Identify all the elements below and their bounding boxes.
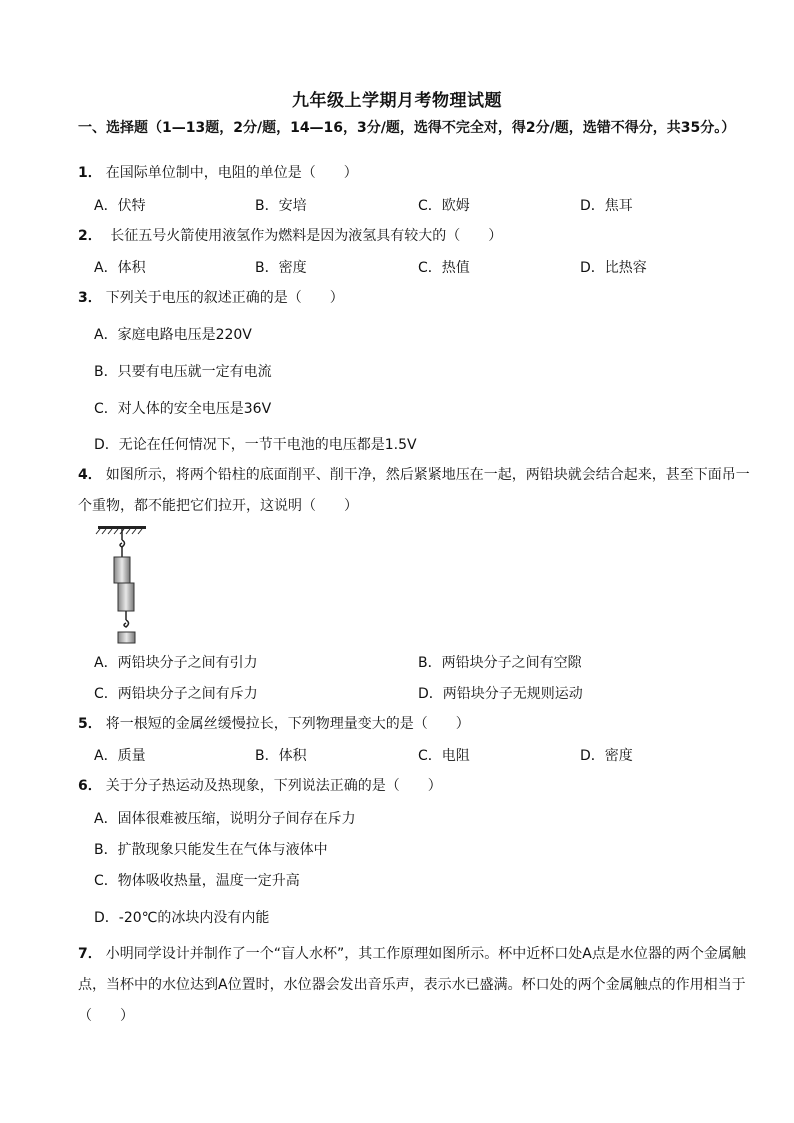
question-5 — [78, 709, 768, 740]
option-c: C．热值 — [418, 260, 470, 276]
question-number: 3． — [78, 290, 102, 306]
question-3 — [78, 283, 768, 314]
question-6 — [78, 771, 768, 802]
question-text: 在国际单位制中，电阻的单位是（ ） — [105, 165, 358, 181]
option-b: B．两铅块分子之间有空隙 — [418, 655, 582, 671]
question-number: 2． — [78, 228, 102, 244]
option-a: A．固体很难被压缩，说明分子间存在斥力 — [94, 811, 356, 827]
question-7 — [78, 939, 754, 1032]
option-c: C．电阻 — [418, 748, 470, 764]
option-d: D．无论在任何情况下，一节干电池的电压都是1.5V — [94, 437, 417, 453]
option-b: B．体积 — [255, 748, 307, 764]
question-number: 7． — [78, 946, 102, 962]
question-text: 长征五号火箭使用液氢作为燃料是因为液氢具有较大的（ ） — [105, 228, 503, 244]
option-b: B．扩散现象只能发生在气体与液体中 — [94, 842, 328, 858]
question-1 — [78, 158, 768, 189]
option-d: D．-20℃的冰块内没有内能 — [94, 910, 270, 926]
option-a: A．家庭电路电压是220V — [94, 327, 252, 343]
question-2 — [78, 221, 768, 252]
question-text: 小明同学设计并制作了一个“盲人水杯”，其工作原理如图所示。杯中近杯口处A点是水位器的两个金属触点，当杯中的水位达到A位置时，水位器会发出音乐声，表示水已盛满。杯口处的两个金属触点的作用相当于（ ） — [78, 946, 746, 1024]
section-heading: 一、选择题（1—13题，2分/题，14—16，3分/题，选得不完全对，得2分/题，选错不得分，共35分。） — [78, 120, 736, 136]
page-title: 九年级上学期月考物理试题 — [292, 91, 502, 111]
question-number: 4． — [78, 467, 102, 483]
option-d: D．密度 — [580, 748, 633, 764]
option-c: C．物体吸收热量，温度一定升高 — [94, 873, 300, 889]
option-b: B．安培 — [255, 198, 307, 214]
question-number: 6． — [78, 778, 102, 794]
question-text: 关于分子热运动及热现象，下列说法正确的是（ ） — [105, 778, 442, 794]
option-a: A．两铅块分子之间有引力 — [94, 655, 258, 671]
option-c: C．欧姆 — [418, 198, 470, 214]
option-b: B．只要有电压就一定有电流 — [94, 364, 272, 380]
option-b: B．密度 — [255, 260, 307, 276]
option-d: D．两铅块分子无规则运动 — [418, 686, 583, 702]
question-text: 下列关于电压的叙述正确的是（ ） — [105, 290, 344, 306]
option-c: C．对人体的安全电压是36V — [94, 401, 272, 417]
question-number: 1． — [78, 165, 102, 181]
option-d: D．比热容 — [580, 260, 647, 276]
option-c: C．两铅块分子之间有斥力 — [94, 686, 258, 702]
option-a: A．体积 — [94, 260, 146, 276]
option-a: A．质量 — [94, 748, 146, 764]
question-4 — [78, 460, 758, 522]
lead-cylinders-figure — [94, 524, 154, 648]
option-a: A．伏特 — [94, 198, 146, 214]
question-number: 5． — [78, 716, 102, 732]
question-text: 如图所示，将两个铅柱的底面削平、削干净，然后紧紧地压在一起，两铅块就会结合起来，甚至下面吊一个重物，都不能把它们拉开，这说明（ ） — [78, 467, 750, 514]
option-d: D．焦耳 — [580, 198, 633, 214]
question-text: 将一根短的金属丝缓慢拉长，下列物理量变大的是（ ） — [105, 716, 470, 732]
